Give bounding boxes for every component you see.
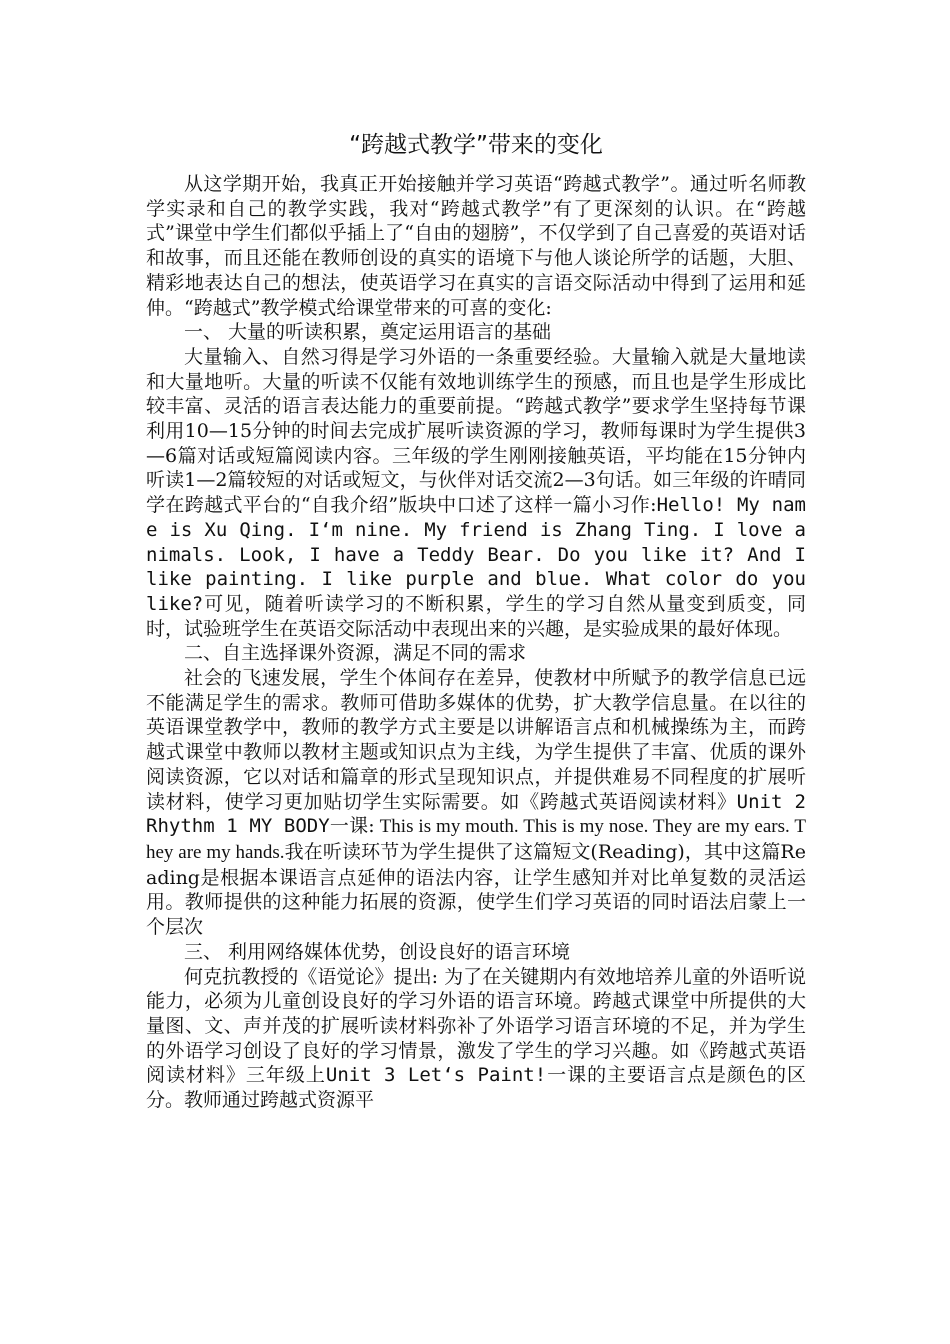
- section2-conclusion: 我在听读环节为学生提供了这篇短文(Reading)，其中这篇Reading是根据本课语言点延伸的语法内容，让学生感知并对比单复数的灵活运用。教师提供的这种能力拓展的资源，使学生们学习英语的同时语法启蒙上一个层次: [146, 840, 806, 939]
- section2-english-sample: This is my mouth. This is my nose. They are my ears. They are my hands.: [146, 816, 806, 863]
- section3-unit: Unit 3 Let‘s Paint!: [325, 1064, 547, 1087]
- section1-text: 大量输入、自然习得是学习外语的一条重要经验。大量输入就是大量地读和大量地听。大量的听读不仅能有效地训练学生的预感，而且也是学生形成比较丰富、灵活的语言表达能力的重要前提。“跨越式教学”要求学生坚持每节课利用10—15分钟的时间去完成扩展听读资源的学习，教师每课时为学生提供3—6篇对话或短篇阅读内容。三年级的学生刚刚接触英语，平均能在15分钟内听读1—2篇较短的对话或短文，与伙伴对话交流2—3句话。如三年级的许晴同学在跨越式平台的“自我介绍”版块中口述了这样一篇小习作:: [146, 345, 806, 517]
- section1-paragraph: [146, 345, 806, 641]
- section3-text: 何克抗教授的《语觉论》提出: 为了在关键期内有效地培养儿童的外语听说能力，必须为儿童创设良好的学习外语的语言环境。跨越式课堂中所提供的大量图、文、声并茂的扩展听读材料弥补了外语学习语言环境的不足，并为学生的外语学习创设了良好的学习情景，激发了学生的学习兴趣。如《跨越式英语阅读材料》三年级上: [146, 965, 806, 1087]
- section2-lesson: 一课:: [329, 815, 375, 838]
- document-page: [146, 130, 806, 1113]
- section-heading-1: 一、 大量的听读积累，奠定运用语言的基础: [184, 321, 552, 344]
- section3-paragraph: [146, 965, 806, 1113]
- section1-english-sample: Hello! My name is Xu Qing. I‘m nine. My friend is Zhang Ting. I love animals. Look, I have a Teddy Bear. Do you like it? And I like painting. I like purple and blue. What color do you like?: [146, 494, 806, 615]
- intro-paragraph: 从这学期开始，我真正开始接触并学习英语“跨越式教学”。通过听名师教学实录和自己的教学实践，我对“跨越式教学”有了更深刻的认识。在“跨越式”课堂中学生们都似乎插上了“自由的翅膀”，不仅学到了自己喜爱的英语对话和故事，而且还能在教师创设的真实的语境下与他人谈论所学的话题，大胆、精彩地表达自己的想法，使英语学习在真实的言语交际活动中得到了运用和延伸。“跨越式”教学模式给课堂带来的可喜的变化:: [146, 173, 806, 319]
- section1-conclusion: 可见，随着听读学习的不断积累，学生的学习自然从量变到质变，同时，试验班学生在英语交际活动中表现出来的兴趣，是实验成果的最好体现。: [146, 592, 806, 640]
- section2-unit: Unit 2 Rhythm 1 MY BODY: [146, 790, 806, 838]
- section2-paragraph: [146, 666, 806, 940]
- section3-text-end: 一课的主要语言点是颜色的区分。教师通过跨越式资源平: [146, 1064, 806, 1112]
- section2-text: 社会的飞速发展，学生个体间存在差异，使教材中所赋予的教学信息已远不能满足学生的需求。教师可借助多媒体的优势，扩大教学信息量。在以往的英语课堂教学中，教师的教学方式主要是以讲解语言点和机械操练为主，而跨越式课堂中教师以教材主题或知识点为主线，为学生提供了丰富、优质的课外阅读资源，它以对话和篇章的形式呈现知识点，并提供难易不同程度的扩展听读材料，使学习更加贴切学生实际需要。如《跨越式英语阅读材料》: [146, 667, 806, 813]
- section-heading-2: 二、自主选择课外资源，满足不同的需求: [184, 642, 527, 665]
- section-heading-3: 三、 利用网络媒体优势，创设良好的语言环境: [184, 940, 571, 963]
- document-title: “跨越式教学”带来的变化: [349, 132, 603, 158]
